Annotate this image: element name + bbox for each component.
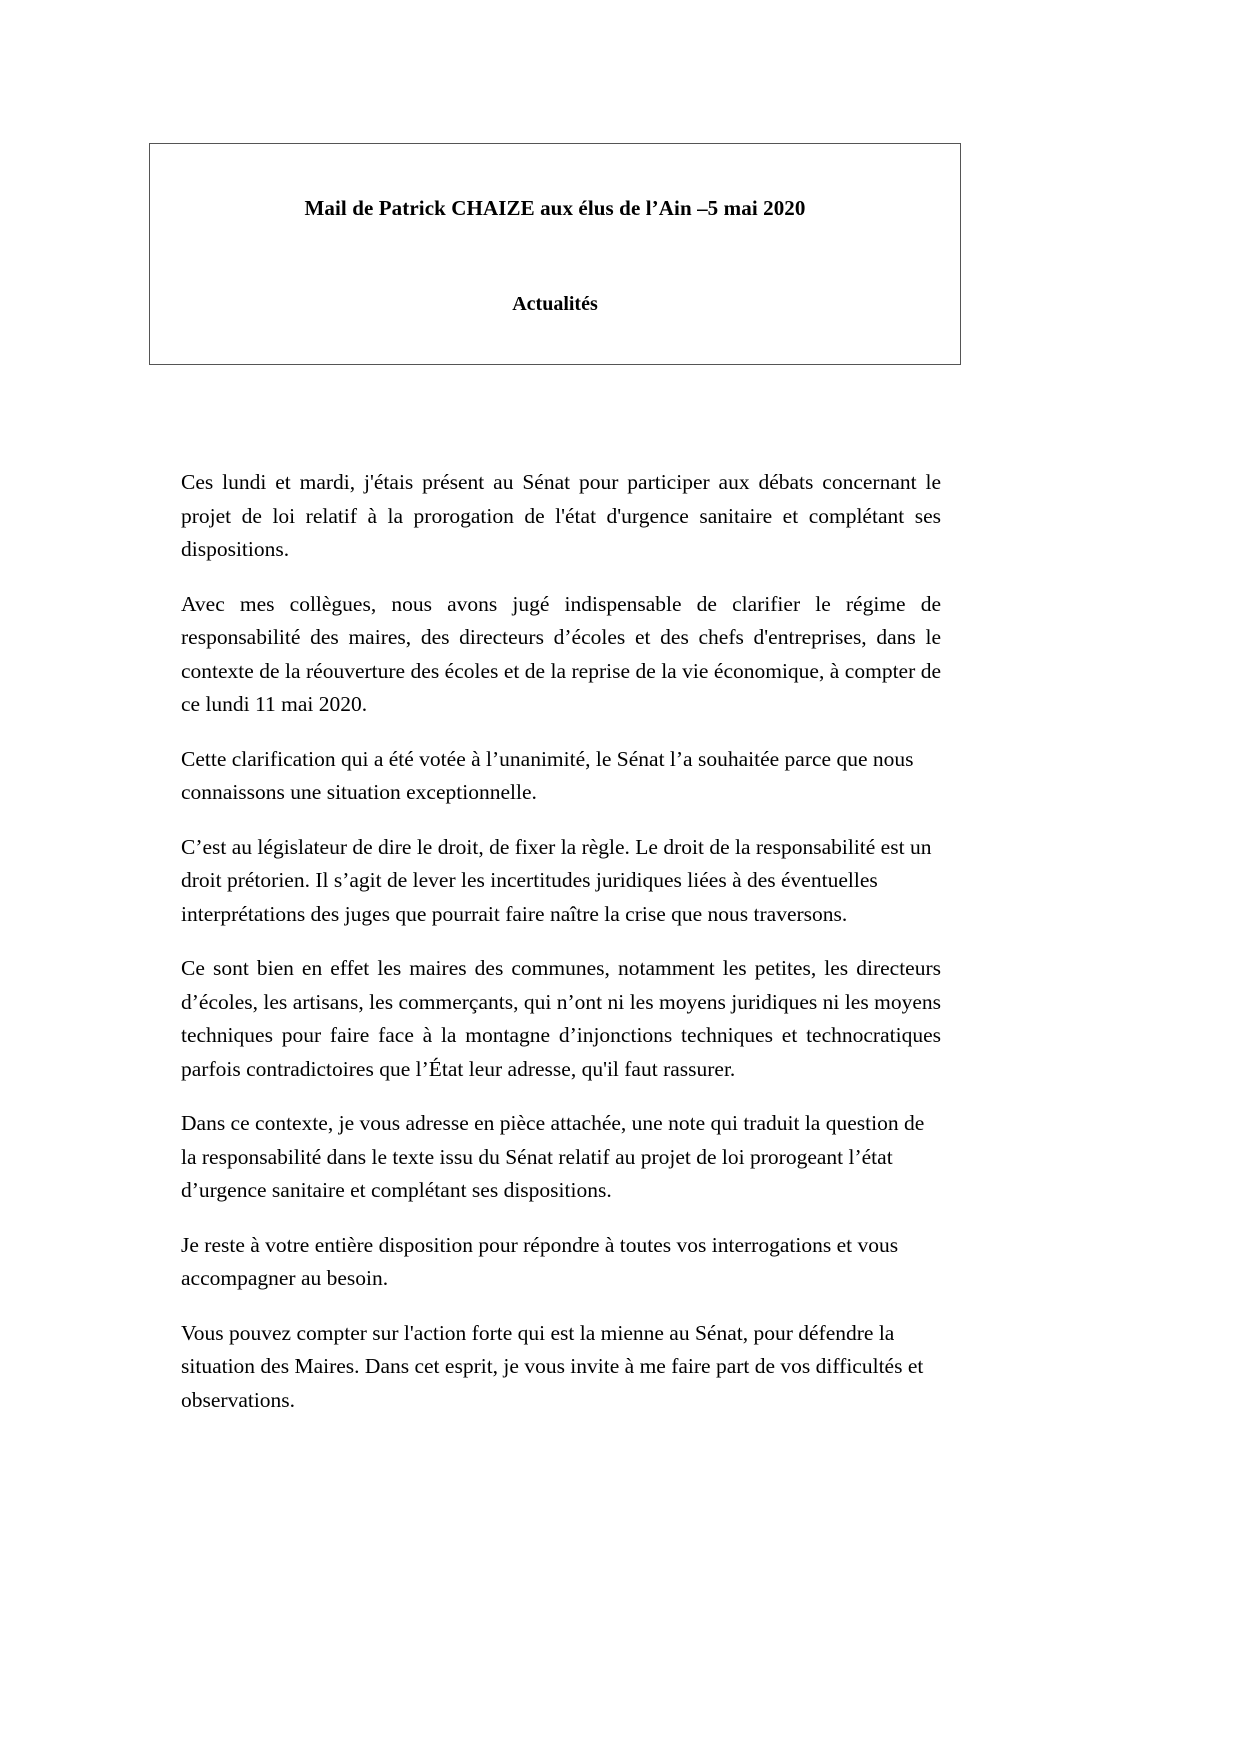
page-title: Mail de Patrick CHAIZE aux élus de l’Ain –5 mai 2020: [304, 196, 806, 220]
body-paragraph: C’est au législateur de dire le droit, de fixer la règle. Le droit de la responsabilité est un droit prétorien. Il s’agit de lever les incertitudes juridiques liées à des éventuelles interprétations des juges que pourrait faire naître la crise que nous traversons.: [181, 834, 932, 926]
body-paragraph: Vous pouvez compter sur l'action forte qui est la mienne au Sénat, pour défendre la situation des Maires. Dans cet esprit, je vous invite à me faire part de vos difficultés et observations.: [181, 1320, 924, 1412]
body-paragraph: Ce sont bien en effet les maires des communes, notamment les petites, les directeurs d’écoles, les artisans, les commerçants, qui n’ont ni les moyens juridiques ni les moyens techniques pour faire face à la montagne d’injonctions techniques et technocratiques parfois contradictoires que l’État leur adresse, qu'il faut rassurer.: [181, 956, 941, 1081]
body-paragraph: Dans ce contexte, je vous adresse en pièce attachée, une note qui traduit la question de la responsabilité dans le texte issu du Sénat relatif au projet de loi prorogeant l’état d’urgence sanitaire et complétant ses dispositions.: [181, 1111, 925, 1202]
document-body: [181, 466, 941, 1417]
body-paragraph: Avec mes collègues, nous avons jugé indispensable de clarifier le régime de responsabilité des maires, des directeurs d’écoles et des chefs d'entreprises, dans le contexte de la réouverture des écoles et de la reprise de la vie économique, à compter de ce lundi 11 mai 2020.: [181, 591, 941, 716]
page-subtitle: Actualités: [512, 293, 598, 315]
body-paragraph: Cette clarification qui a été votée à l’unanimité, le Sénat l’a souhaitée parce que nous connaissons une situation exceptionnelle.: [181, 746, 914, 804]
body-paragraph: Ces lundi et mardi, j'étais présent au Sénat pour participer aux débats concernant le projet de loi relatif à la prorogation de l'état d'urgence sanitaire et complétant ses dispositions.: [181, 470, 941, 561]
body-paragraph: Je reste à votre entière disposition pour répondre à toutes vos interrogations et vous accompagner au besoin.: [181, 1232, 899, 1290]
header-box: [149, 143, 961, 365]
